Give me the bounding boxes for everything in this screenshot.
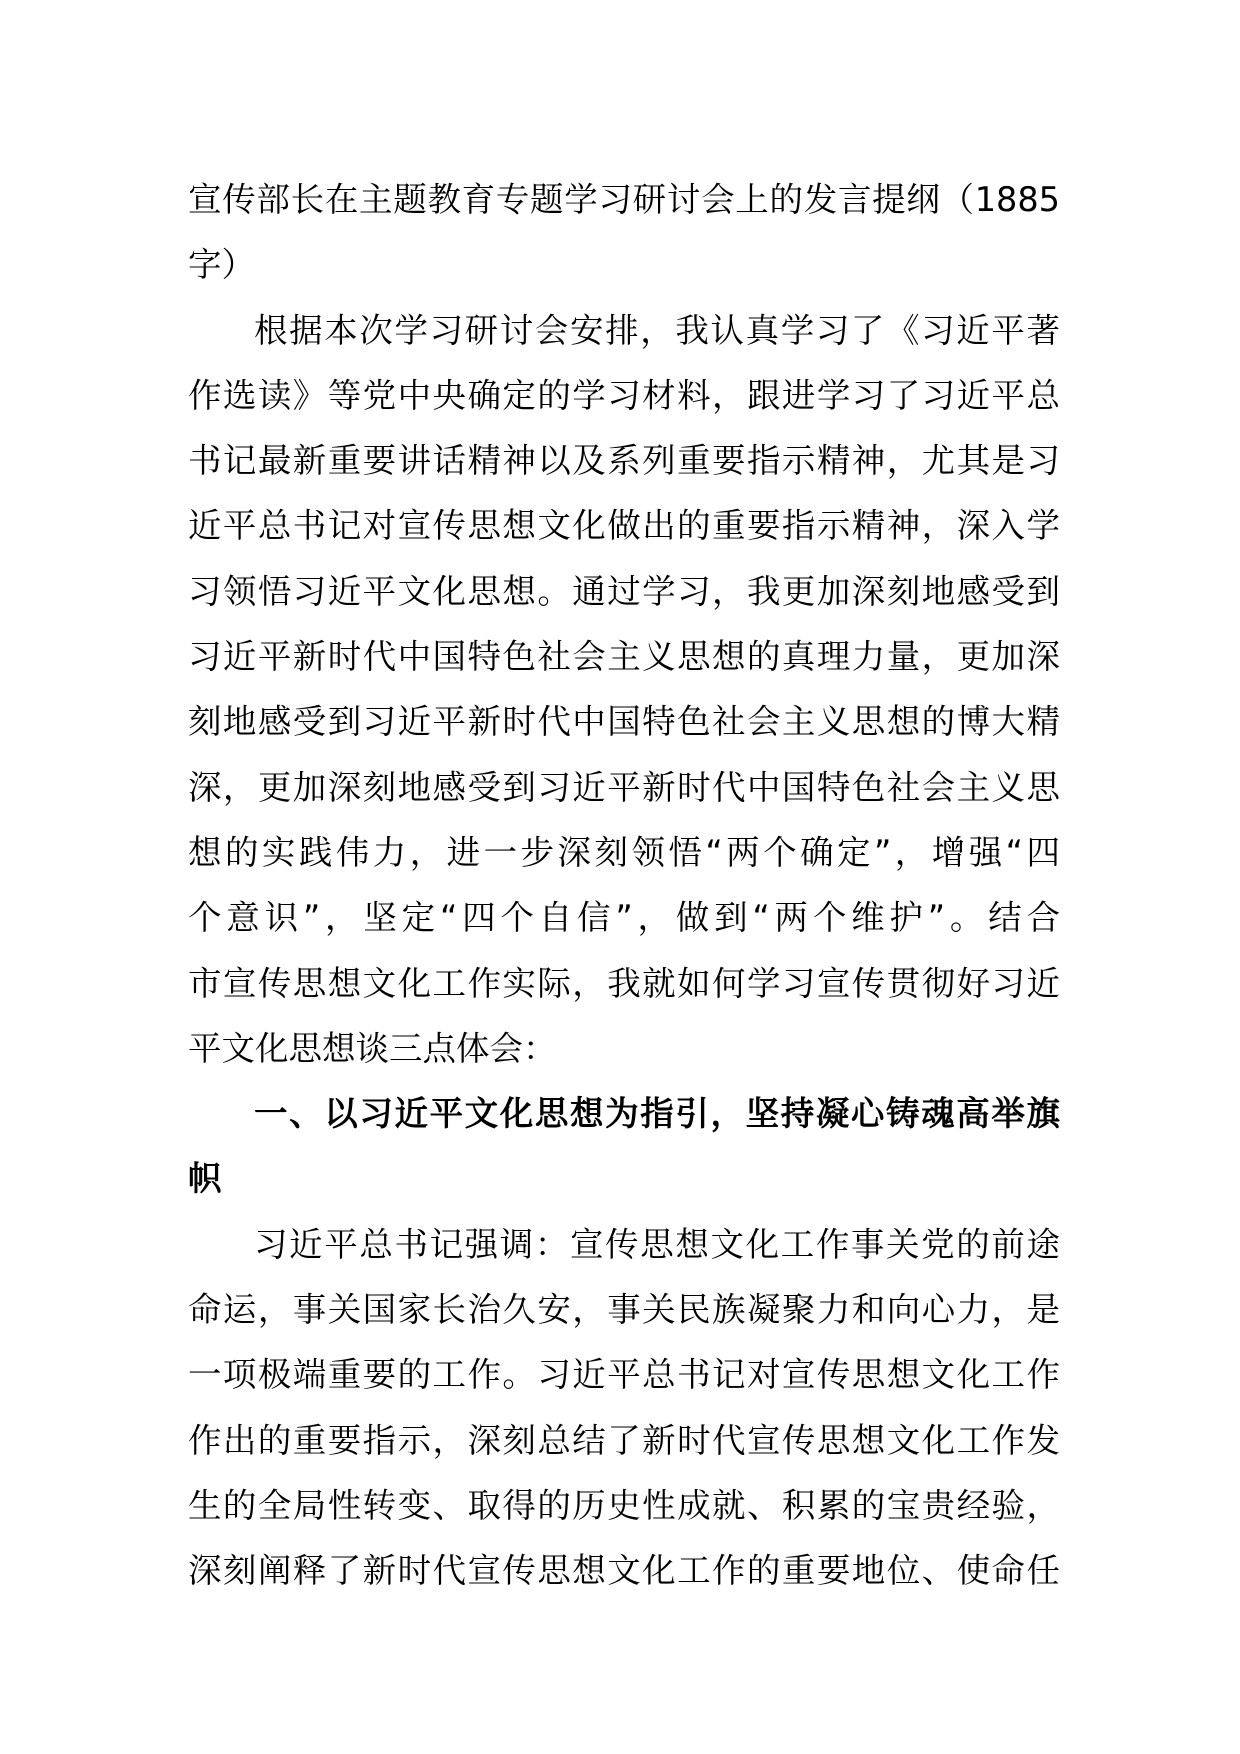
text-line: 字）: [188, 245, 255, 285]
document-page: [188, 167, 1060, 1604]
text-line: 帜: [188, 1159, 222, 1199]
text-line: 宣传部长在主题教育专题学习研讨会上的发言提纲（1885: [188, 180, 1060, 219]
text-line: 作选读》等党中央确定的学习材料，跟进学习了习近平总: [188, 375, 1060, 415]
text-line: 一项极端重要的工作。习近平总书记对宣传思想文化工作: [188, 1355, 1060, 1395]
text-line: 深刻阐释了新时代宣传思想文化工作的重要地位、使命任: [188, 1551, 1060, 1591]
section-heading: [188, 1081, 1060, 1212]
text-line: 作出的重要指示，深刻总结了新时代宣传思想文化工作发: [188, 1420, 1060, 1460]
text-line: 想的实践伟力，进一步深刻领悟“两个确定”，增强“四: [188, 832, 1060, 872]
text-line: 个意识”，坚定“四个自信”，做到“两个维护”。结合: [188, 898, 1060, 938]
text-line: 根据本次学习研讨会安排，我认真学习了《习近平著: [254, 310, 1060, 350]
text-line: 生的全局性转变、取得的历史性成就、积累的宝贵经验，: [188, 1485, 1060, 1525]
paragraph: [188, 298, 1060, 1082]
text-line: 市宣传思想文化工作实际，我就如何学习宣传贯彻好习近: [188, 963, 1060, 1003]
text-line: 习领悟习近平文化思想。通过学习，我更加深刻地感受到: [188, 571, 1060, 611]
text-line: 深，更加深刻地感受到习近平新时代中国特色社会主义思: [188, 767, 1060, 807]
text-line: 近平总书记对宣传思想文化做出的重要指示精神，深入学: [188, 506, 1060, 546]
document-title: [188, 167, 1060, 298]
text-line: 平文化思想谈三点体会：: [188, 1028, 557, 1068]
text-line: 一、以习近平文化思想为指引，坚持凝心铸魂高举旗: [254, 1094, 1060, 1134]
text-line: 习近平新时代中国特色社会主义思想的真理力量，更加深: [188, 637, 1060, 677]
text-line: 书记最新重要讲话精神以及系列重要指示精神，尤其是习: [188, 441, 1060, 481]
text-line: 刻地感受到习近平新时代中国特色社会主义思想的博大精: [188, 702, 1060, 742]
paragraph: [188, 1212, 1060, 1604]
text-line: 习近平总书记强调：宣传思想文化工作事关党的前途: [254, 1224, 1060, 1264]
text-line: 命运，事关国家长治久安，事关民族凝聚力和向心力，是: [188, 1290, 1060, 1330]
